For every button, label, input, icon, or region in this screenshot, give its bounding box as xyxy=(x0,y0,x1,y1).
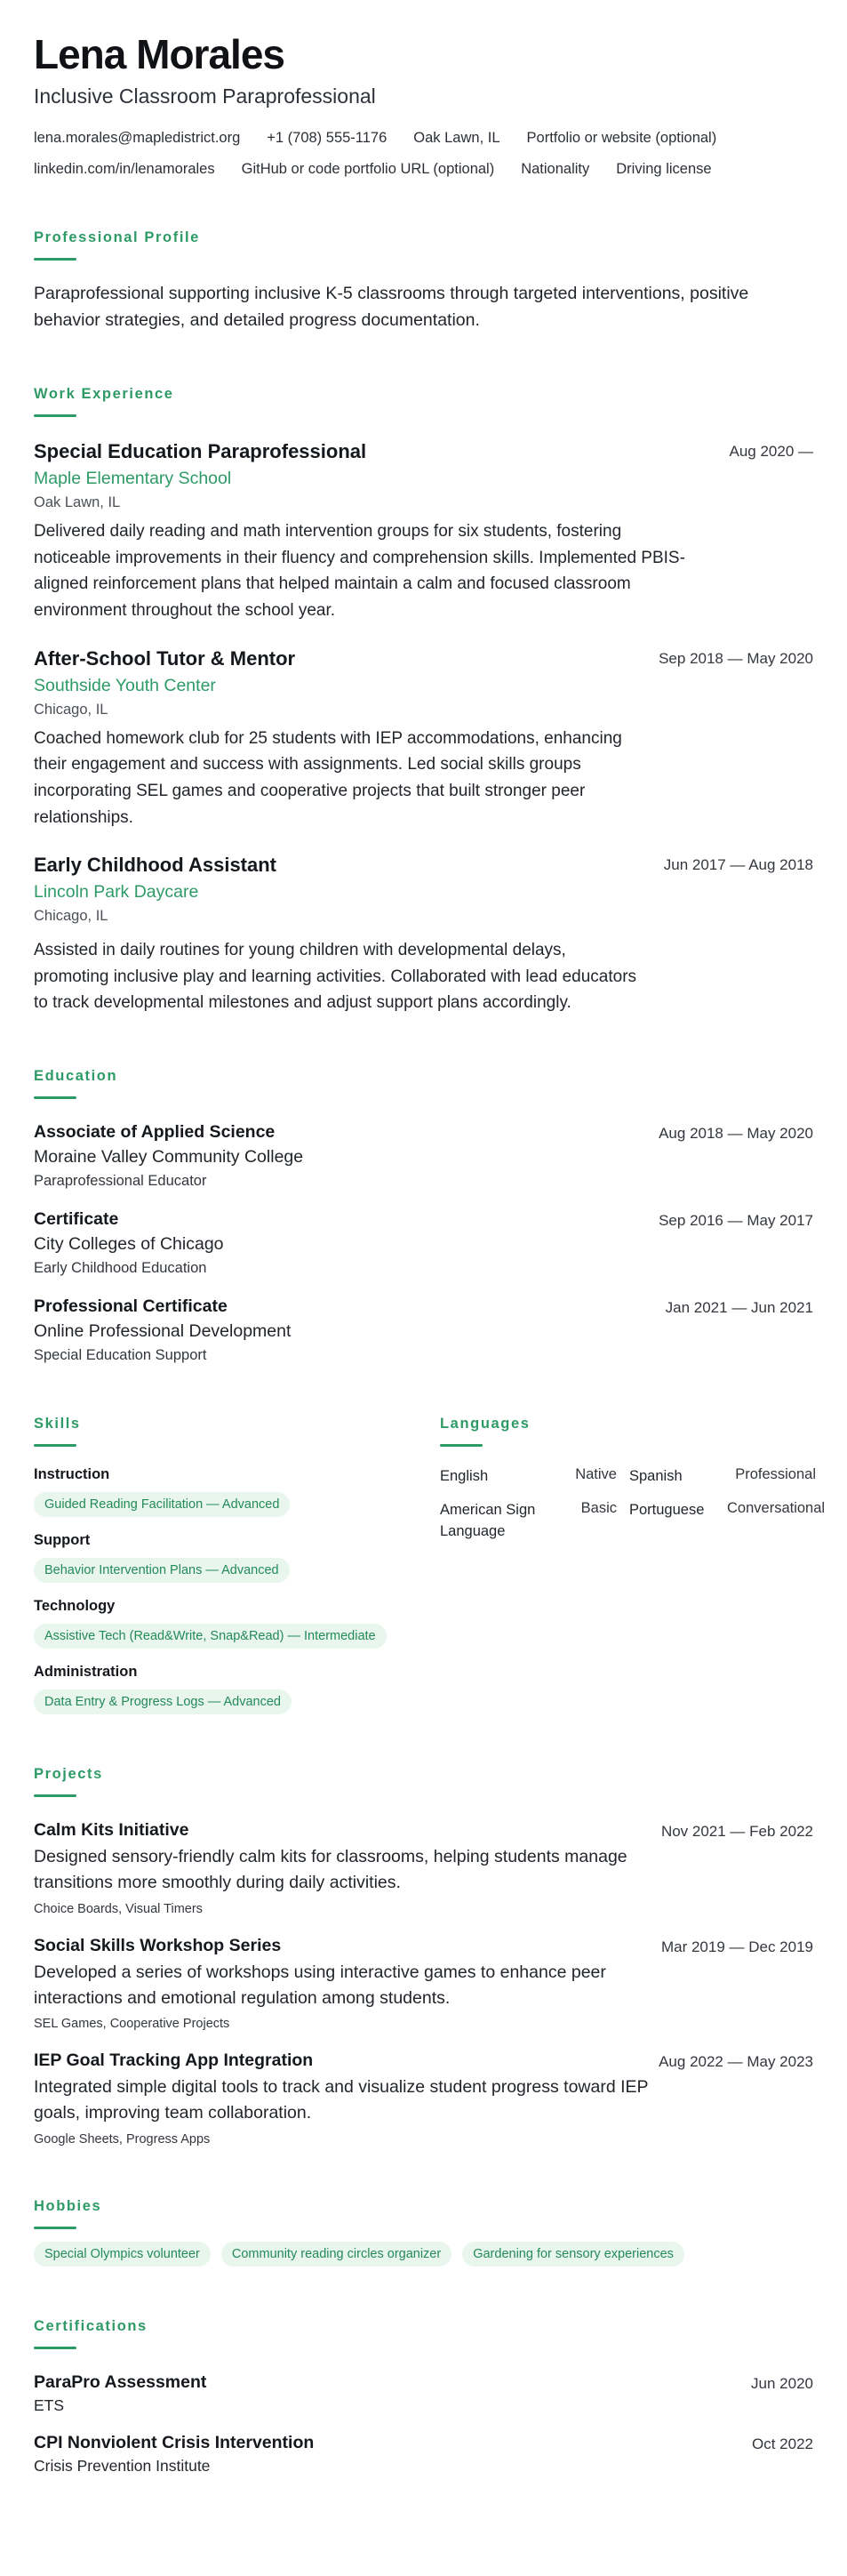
skill-group xyxy=(34,1466,440,1517)
project-entry xyxy=(34,2050,813,2147)
contact-phone[interactable]: +1 (708) 555-1176 xyxy=(267,129,388,146)
contact-github[interactable]: GitHub or code portfolio URL (optional) xyxy=(241,160,495,177)
certifications-section xyxy=(34,2318,813,2476)
job-title: Early Childhood Assistant xyxy=(34,854,277,877)
languages-grid xyxy=(440,1466,826,1543)
project-description: Developed a series of workshops using interactive games to enhance peer interactions and emotional regulation among students. xyxy=(34,1962,606,2008)
job-dates: Aug 2020 — xyxy=(729,443,813,461)
skill-chip: Assistive Tech (Read&Write, Snap&Read) — Intermediate xyxy=(34,1624,387,1649)
school-name: Moraine Valley Community College xyxy=(34,1147,304,1168)
contact-row-1 xyxy=(34,130,813,147)
job-description: Assisted in daily routines for young children with developmental delays, promoting inclusive play and learning activities. Collaborated with lead educators to track developmental milestones and adjust support plans accordingly. xyxy=(34,941,637,1013)
section-divider xyxy=(34,1794,76,1797)
school-name: Online Professional Development xyxy=(34,1321,292,1342)
skills-section xyxy=(34,1416,440,1714)
job-description: Coached homework club for 25 students with IEP accommodations, enhancing their engagement and success with assignments. Led social skills groups incorporating SEL games and cooperative projects that built stronger peer relationships. xyxy=(34,728,622,827)
contact-email[interactable]: lena.morales@mapledistrict.org xyxy=(34,129,241,146)
project-tags: Google Sheets, Progress Apps xyxy=(34,2131,211,2147)
job-dates: Sep 2018 — May 2020 xyxy=(659,649,813,667)
company-name: Lincoln Park Daycare xyxy=(34,882,199,903)
degree-name: Professional Certificate xyxy=(34,1296,228,1317)
skill-category: Technology xyxy=(34,1598,116,1615)
section-title: Languages xyxy=(440,1416,531,1432)
language-level: Professional xyxy=(735,1466,816,1483)
job-description: Delivered daily reading and math intervention groups for six students, fostering noticeable improvements in their fluency and comprehension skills. Implemented PBIS-aligned reinforcement plans that helped maintain a calm and focused classroom environment throughout the school year. xyxy=(34,522,685,621)
certification-title: ParaPro Assessment xyxy=(34,2371,207,2392)
study-field: Early Childhood Education xyxy=(34,1260,207,1277)
study-field: Paraprofessional Educator xyxy=(34,1173,207,1190)
skill-category: Instruction xyxy=(34,1466,110,1483)
candidate-name: Lena Morales xyxy=(34,31,284,77)
job-location: Chicago, IL xyxy=(34,701,108,718)
contact-driving-license: Driving license xyxy=(616,160,712,177)
contact-linkedin[interactable]: linkedin.com/in/lenamorales xyxy=(34,160,215,177)
project-title: IEP Goal Tracking App Integration xyxy=(34,2050,314,2071)
certification-entry xyxy=(34,2372,813,2415)
skill-chip: Behavior Intervention Plans — Advanced xyxy=(34,1558,290,1583)
section-title: Hobbies xyxy=(34,2197,102,2214)
section-divider xyxy=(34,258,76,261)
job-title: Special Education Paraprofessional xyxy=(34,440,367,463)
company-name: Southside Youth Center xyxy=(34,675,216,695)
company-name: Maple Elementary School xyxy=(34,469,232,489)
skill-group xyxy=(34,1664,440,1714)
job-location: Chicago, IL xyxy=(34,908,108,925)
section-divider xyxy=(34,414,76,417)
language-level: Basic xyxy=(580,1499,617,1516)
experience-entry xyxy=(34,647,813,831)
section-title: Certifications xyxy=(34,2317,148,2334)
language-name: English xyxy=(440,1468,489,1485)
experience-entry xyxy=(34,854,813,1016)
contact-portfolio[interactable]: Portfolio or website (optional) xyxy=(526,129,717,146)
profile-section xyxy=(34,229,813,335)
job-dates: Jun 2017 — Aug 2018 xyxy=(663,856,813,874)
education-section xyxy=(34,1068,813,1364)
languages-section xyxy=(440,1416,826,1714)
language-level: Conversational xyxy=(727,1499,826,1516)
hobbies-list xyxy=(34,2242,813,2267)
education-entry xyxy=(34,1209,813,1277)
certification-entry xyxy=(34,2433,813,2476)
contact-row-2 xyxy=(34,161,813,178)
experience-entry xyxy=(34,440,813,624)
experience-section xyxy=(34,386,813,1016)
section-divider xyxy=(440,1444,483,1447)
project-entry xyxy=(34,1936,813,2032)
skill-category: Administration xyxy=(34,1664,138,1681)
profile-summary: Paraprofessional supporting inclusive K-5 classrooms through targeted interventions, positive behavior strategies, and detailed progress documentation. xyxy=(34,283,749,331)
project-dates: Mar 2019 — Dec 2019 xyxy=(660,1938,813,1955)
skill-category: Support xyxy=(34,1532,91,1549)
section-divider xyxy=(34,1444,76,1447)
education-dates: Sep 2016 — May 2017 xyxy=(659,1212,813,1230)
hobbies-section xyxy=(34,2198,813,2267)
resume-header xyxy=(34,32,813,178)
project-description: Integrated simple digital tools to track and visualize student progress toward IEP goals, improving team collaboration. xyxy=(34,2077,649,2123)
project-title: Social Skills Workshop Series xyxy=(34,1935,282,1955)
skill-group xyxy=(34,1598,440,1649)
contact-location: Oak Lawn, IL xyxy=(413,129,500,146)
language-name: Portuguese xyxy=(629,1501,705,1518)
certification-issuer: Crisis Prevention Institute xyxy=(34,2456,211,2475)
education-entry xyxy=(34,1122,813,1190)
project-entry xyxy=(34,1820,813,1916)
job-location: Oak Lawn, IL xyxy=(34,494,121,511)
contact-nationality: Nationality xyxy=(521,160,590,177)
certification-title: CPI Nonviolent Crisis Intervention xyxy=(34,2432,315,2452)
project-dates: Aug 2022 — May 2023 xyxy=(659,2053,813,2071)
study-field: Special Education Support xyxy=(34,1347,207,1364)
skill-chip: Guided Reading Facilitation — Advanced xyxy=(34,1492,290,1517)
project-description: Designed sensory-friendly calm kits for classrooms, helping students manage transitions more smoothly during daily activities. xyxy=(34,1847,627,1893)
language-name: American Sign Language xyxy=(440,1501,536,1539)
education-entry xyxy=(34,1296,813,1364)
section-divider xyxy=(34,1096,76,1099)
project-title: Calm Kits Initiative xyxy=(34,1820,189,1841)
section-title: Skills xyxy=(34,1416,81,1432)
degree-name: Certificate xyxy=(34,1209,119,1230)
certification-issuer: ETS xyxy=(34,2395,65,2414)
skills-languages-row xyxy=(34,1416,826,1714)
section-title: Education xyxy=(34,1068,118,1085)
hobby-chip: Community reading circles organizer xyxy=(221,2242,451,2267)
section-title: Projects xyxy=(34,1766,103,1783)
project-dates: Nov 2021 — Feb 2022 xyxy=(660,1823,813,1841)
section-title: Professional Profile xyxy=(34,229,200,245)
candidate-role: Inclusive Classroom Paraprofessional xyxy=(34,84,376,108)
hobby-chip: Gardening for sensory experiences xyxy=(462,2242,684,2267)
section-divider xyxy=(34,2227,76,2229)
skill-chip: Data Entry & Progress Logs — Advanced xyxy=(34,1689,292,1714)
job-title: After-School Tutor & Mentor xyxy=(34,646,296,670)
hobby-chip: Special Olympics volunteer xyxy=(34,2242,211,2267)
projects-section xyxy=(34,1766,813,2147)
project-tags: Choice Boards, Visual Timers xyxy=(34,1901,203,1916)
certification-date: Jun 2020 xyxy=(751,2374,813,2392)
section-divider xyxy=(34,2347,76,2349)
education-dates: Jan 2021 — Jun 2021 xyxy=(665,1299,813,1317)
degree-name: Associate of Applied Science xyxy=(34,1122,276,1143)
certification-date: Oct 2022 xyxy=(752,2435,813,2452)
language-name: Spanish xyxy=(629,1468,683,1485)
project-tags: SEL Games, Cooperative Projects xyxy=(34,2017,230,2032)
skill-group xyxy=(34,1532,440,1583)
language-level: Native xyxy=(575,1466,617,1483)
education-dates: Aug 2018 — May 2020 xyxy=(659,1125,813,1143)
section-title: Work Experience xyxy=(34,386,174,403)
school-name: City Colleges of Chicago xyxy=(34,1234,224,1255)
